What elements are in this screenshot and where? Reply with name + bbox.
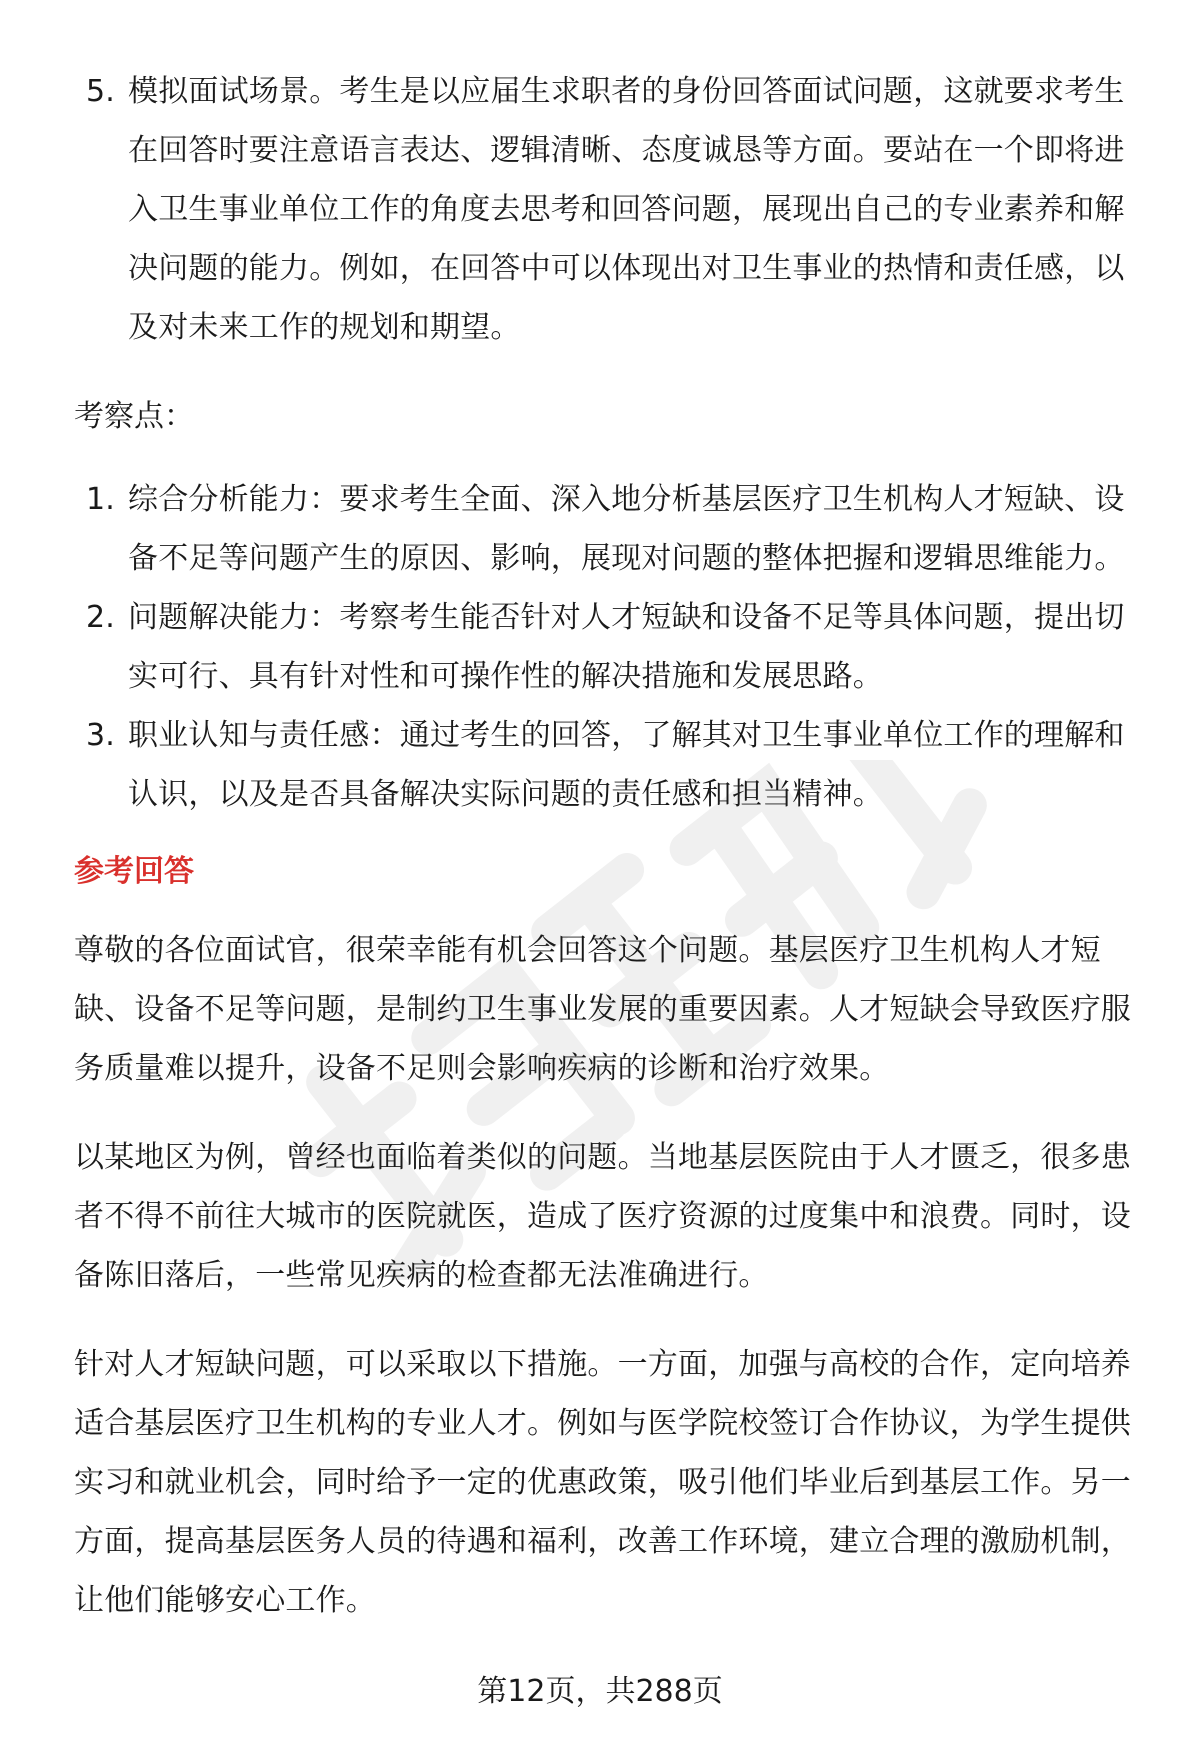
answer-paragraph: 针对人才短缺问题，可以采取以下措施。一方面，加强与高校的合作，定向培养适合基层医疗卫生机构的专业人才。例如与医学院校签订合作协议，为学生提供实习和就业机会，同时给予一定的优惠政策，吸引他们毕业后到基层工作。另一方面，提高基层医务人员的待遇和福利，改善工作环境，建立合理的激励机制，让他们能够安心工作。 [74,1347,1131,1618]
previous-list [74,62,1154,357]
document-body [74,62,1154,1630]
answer-paragraph: 以某地区为例，曾经也面临着类似的问题。当地基层医院由于人才匮乏，很多患者不得不前往大城市的医院就医，造成了医疗资源的过度集中和浪费。同时，设备陈旧落后，一些常见疾病的检查都无法准确进行。 [74,1140,1131,1293]
list-item [74,470,1154,588]
answer-paragraph: 尊敬的各位面试官，很荣幸能有机会回答这个问题。基层医疗卫生机构人才短缺、设备不足等问题，是制约卫生事业发展的重要因素。人才短缺会导致医疗服务质量难以提升，设备不足则会影响疾病的诊断和治疗效果。 [74,933,1131,1086]
list-number: 1. [86,482,116,517]
list-text: 职业认知与责任感：通过考生的回答，了解其对卫生事业单位工作的理解和认识，以及是否具备解决实际问题的责任感和担当精神。 [128,718,1125,812]
list-item [74,706,1154,824]
list-text: 模拟面试场景。考生是以应届生求职者的身份回答面试问题，这就要求考生在回答时要注意语言表达、逻辑清晰、态度诚恳等方面。要站在一个即将进入卫生事业单位工作的角度去思考和回答问题，展现出自己的专业素养和解决问题的能力。例如，在回答中可以体现出对卫生事业的热情和责任感，以及对未来工作的规划和期望。 [128,74,1125,345]
page-footer: 第12页，共288页 [477,1674,723,1709]
list-text: 综合分析能力：要求考生全面、深入地分析基层医疗卫生机构人才短缺、设备不足等问题产生的原因、影响，展现对问题的整体把握和逻辑思维能力。 [128,482,1125,576]
points-list [74,470,1154,824]
list-number: 2. [86,600,116,635]
list-item [74,588,1154,706]
list-number: 5. [86,74,116,109]
list-item [74,62,1154,357]
list-number: 3. [86,718,116,753]
list-text: 问题解决能力：考察考生能否针对人才短缺和设备不足等具体问题，提出切实可行、具有针对性和可操作性的解决措施和发展思路。 [128,600,1125,694]
answer-heading: 参考回答 [74,854,194,889]
points-label: 考察点： [74,399,194,434]
